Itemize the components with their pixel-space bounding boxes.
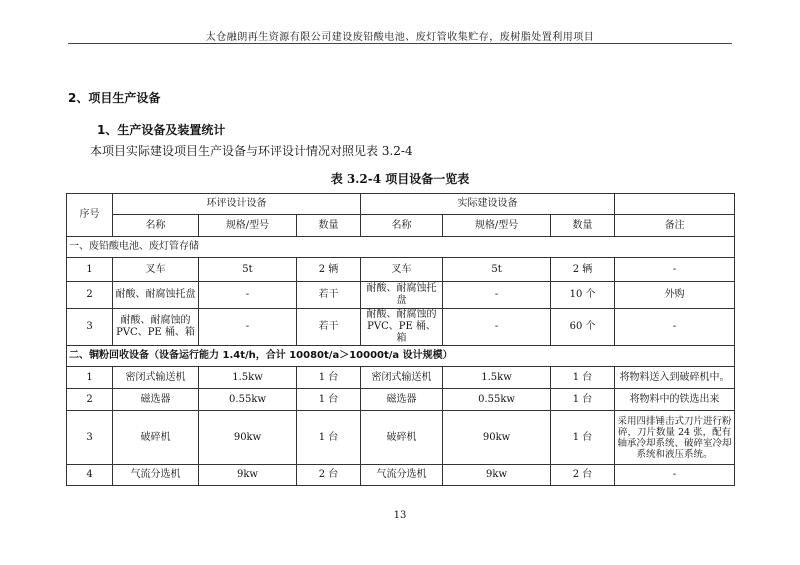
cell-act-name: 密闭式输送机: [361, 367, 443, 389]
header-divider: [68, 43, 732, 44]
table-row: [67, 367, 735, 389]
cell-act-spec: 90kw: [443, 411, 551, 465]
subsection-heading: 1、生产设备及装置统计: [97, 123, 226, 137]
cell-env-spec: 5t: [199, 258, 297, 282]
cell-act-spec: 1.5kw: [443, 367, 551, 389]
cell-env-spec: -: [199, 282, 297, 309]
cell-env-name: 叉车: [113, 258, 199, 282]
header-act-spec: 规格/型号: [443, 215, 551, 237]
cell-env-name: 磁选器: [113, 389, 199, 411]
header-env-qty: 数量: [297, 215, 361, 237]
table-row: [67, 389, 735, 411]
header-actual-build: 实际建设设备: [361, 194, 615, 215]
header-act-qty: 数量: [551, 215, 615, 237]
cell-act-qty: 10 个: [551, 282, 615, 309]
table-row: [67, 411, 735, 465]
cell-act-qty: 2 辆: [551, 258, 615, 282]
cell-env-qty: 若干: [297, 282, 361, 309]
cell-seq: 1: [67, 258, 113, 282]
cell-act-name: 气流分选机: [361, 465, 443, 486]
cell-note: 将物料送入到破碎机中。: [615, 367, 735, 389]
cell-note: 将物料中的铁选出来: [615, 389, 735, 411]
cell-act-spec: 5t: [443, 258, 551, 282]
cell-note: -: [615, 309, 735, 346]
cell-act-name: 耐酸、耐腐蚀的 PVC、PE 桶、箱: [361, 309, 443, 346]
cell-env-qty: 1 台: [297, 367, 361, 389]
cell-note: -: [615, 465, 735, 486]
header-seq: 序号: [67, 194, 113, 237]
cell-seq: 4: [67, 465, 113, 486]
cell-note: -: [615, 258, 735, 282]
cell-act-name: 磁选器: [361, 389, 443, 411]
cell-act-spec: 0.55kw: [443, 389, 551, 411]
cell-seq: 3: [67, 309, 113, 346]
body-paragraph: 本项目实际建设项目生产设备与环评设计情况对照见表 3.2-4: [90, 144, 413, 158]
table-row: [67, 465, 735, 486]
header-act-name: 名称: [361, 215, 443, 237]
header-env-name: 名称: [113, 215, 199, 237]
cell-env-qty: 1 台: [297, 389, 361, 411]
header-note: 备注: [615, 215, 735, 237]
cell-env-spec: 90kw: [199, 411, 297, 465]
cell-env-qty: 若干: [297, 309, 361, 346]
cell-act-name: 破碎机: [361, 411, 443, 465]
cell-seq: 3: [67, 411, 113, 465]
cell-env-spec: -: [199, 309, 297, 346]
cell-env-name: 耐酸、耐腐蚀托盘: [113, 282, 199, 309]
cell-note: 采用四排锤击式刀片进行粉碎，刀片数量 24 张，配有轴承冷却系统、破碎室冷却系统和液压系统。: [615, 411, 735, 465]
cell-env-qty: 2 辆: [297, 258, 361, 282]
section-row: 一、废铅酸电池、废灯管存储: [67, 237, 735, 258]
cell-seq: 2: [67, 282, 113, 309]
equipment-table: [66, 193, 735, 486]
cell-act-qty: 1 台: [551, 367, 615, 389]
cell-act-spec: 9kw: [443, 465, 551, 486]
header-env-design: 环评设计设备: [113, 194, 361, 215]
running-header: 太仓融朗再生资源有限公司建设废铅酸电池、废灯管收集贮存，废树脂处置利用项目: [205, 32, 595, 43]
cell-act-spec: -: [443, 282, 551, 309]
page-number: 13: [393, 510, 407, 521]
table-row: [67, 258, 735, 282]
section-row: 二、铜粉回收设备（设备运行能力 1.4t/h，合计 10080t/a＞10000t/a 设计规模）: [67, 346, 735, 367]
cell-act-name: 叉车: [361, 258, 443, 282]
cell-env-qty: 1 台: [297, 411, 361, 465]
cell-env-spec: 0.55kw: [199, 389, 297, 411]
cell-env-name: 破碎机: [113, 411, 199, 465]
cell-act-qty: 2 台: [551, 465, 615, 486]
cell-act-name: 耐酸、耐腐蚀托盘: [361, 282, 443, 309]
cell-env-spec: 1.5kw: [199, 367, 297, 389]
cell-env-qty: 2 台: [297, 465, 361, 486]
cell-act-spec: -: [443, 309, 551, 346]
table-caption: 表 3.2-4 项目设备一览表: [330, 172, 470, 186]
cell-act-qty: 1 台: [551, 411, 615, 465]
cell-act-qty: 1 台: [551, 389, 615, 411]
table-row: [67, 282, 735, 309]
table-row: [67, 309, 735, 346]
header-env-spec: 规格/型号: [199, 215, 297, 237]
cell-env-name: 耐酸、耐腐蚀的 PVC、PE 桶、箱: [113, 309, 199, 346]
header-blank: [615, 194, 735, 215]
cell-act-qty: 60 个: [551, 309, 615, 346]
cell-seq: 1: [67, 367, 113, 389]
cell-seq: 2: [67, 389, 113, 411]
cell-env-name: 密闭式输送机: [113, 367, 199, 389]
cell-env-name: 气流分选机: [113, 465, 199, 486]
cell-env-spec: 9kw: [199, 465, 297, 486]
section-heading: 2、项目生产设备: [68, 91, 161, 105]
cell-note: 外购: [615, 282, 735, 309]
